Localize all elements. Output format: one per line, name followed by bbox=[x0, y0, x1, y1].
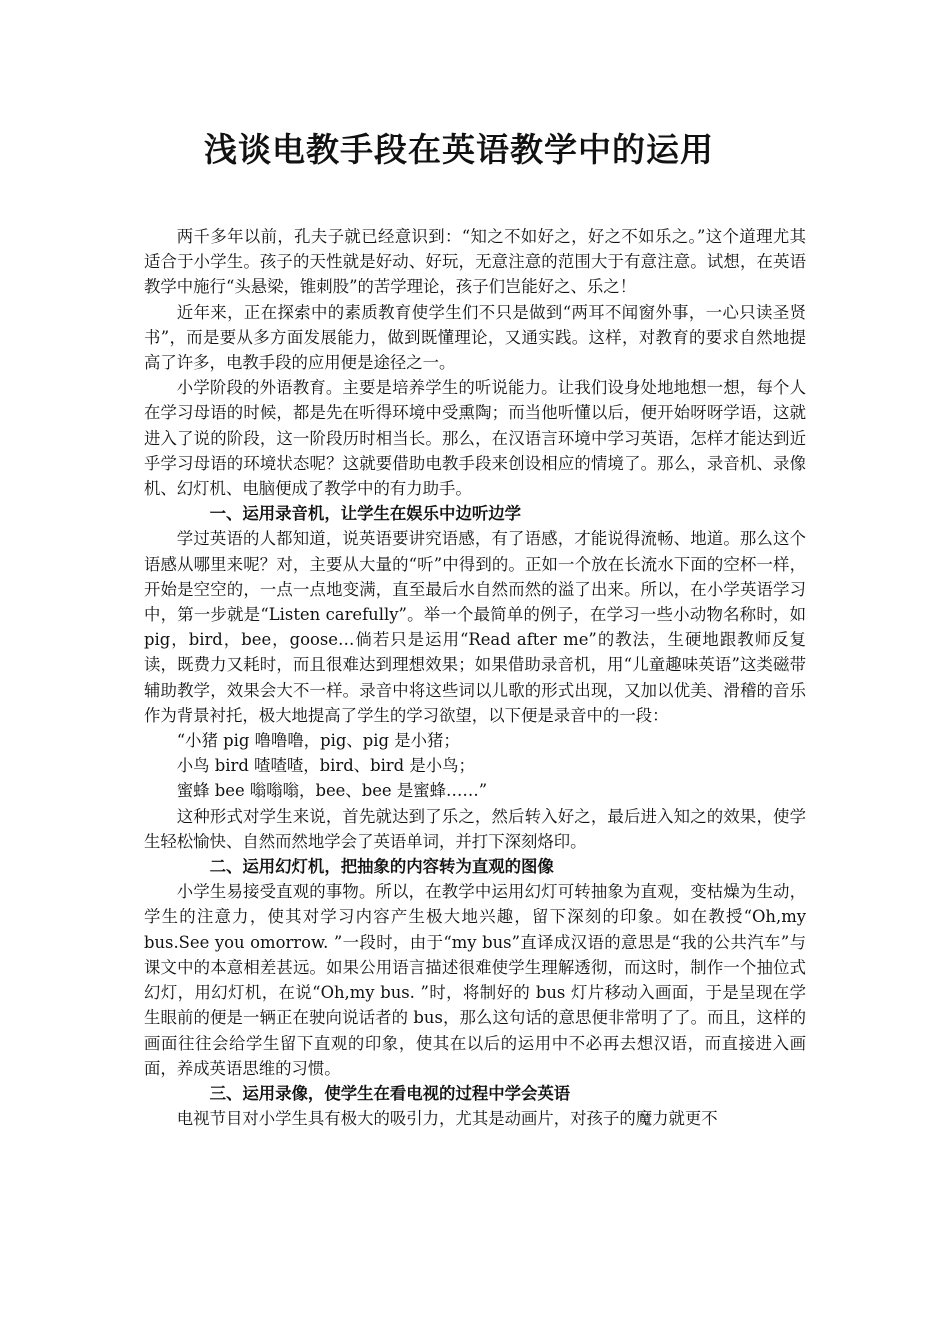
poem-line-1: “小猪 pig 噜噜噜，pig、pig 是小猪； bbox=[176, 731, 460, 751]
section-3-title: 运用录像，使学生在看电视的过程中学会英语 bbox=[242, 1083, 571, 1103]
poem-line-2: 小鸟 bird 喳喳喳，bird、bird 是小鸟； bbox=[176, 756, 475, 776]
paragraph-intro-2: 近年来，正在探索中的素质教育使学生们不只是做到“两耳不闻窗外事，一心只读圣贤书”，而是要从多方面发展能力，做到既懂理论，又通实践。这样，对教育的要求自然地提高了许多，电教手段的应用便是途径之一。 bbox=[144, 302, 806, 373]
section-3-heading bbox=[144, 1081, 806, 1106]
section-2-title: 运用幻灯机，把抽象的内容转为直观的图像 bbox=[242, 857, 554, 877]
poem-line-3: 蜜蜂 bee 嗡嗡嗡，bee、bee 是蜜蜂……” bbox=[176, 781, 488, 801]
document-title: 浅谈电教手段在英语教学中的运用 bbox=[204, 130, 714, 169]
section-1-title: 运用录音机，让学生在娱乐中边听边学 bbox=[242, 504, 522, 524]
document-body bbox=[144, 224, 806, 1131]
section-1-paragraph-1: 学过英语的人都知道，说英语要讲究语感，有了语感，才能说得流畅、地道。那么这个语感从哪里来呢？对，主要从大量的“听”中得到的。正如一个放在长流水下面的空杯一样，开始是空空的，一点一点地变满，直至最后水自然而然的溢了出来。所以，在小学英语学习中，第一步就是“Listen carefully”。举一个最简单的例子，在学习一些小动物名称时，如 pig，bird，bee，goose…倘若只是运用“Read after me”的教法，生硬地跟教师反复读，既费力又耗时，而且很难达到理想效果；如果借助录音机，用“儿童趣味英语”这类磁带辅助教学，效果会大不一样。录音中将这些词以儿歌的形式出现，又加以优美、滑稽的音乐作为背景衬托，极大地提高了学生的学习欲望，以下便是录音中的一段： bbox=[144, 529, 806, 725]
section-2-heading bbox=[144, 854, 806, 879]
section-3-number: 三、 bbox=[209, 1083, 243, 1103]
paragraph-intro-1: 两千多年以前，孔夫子就已经意识到：“知之不如好之，好之不如乐之。”这个道理尤其适合于小学生。孩子的天性就是好动、好玩，无意注意的范围大于有意注意。试想，在英语教学中施行“头悬梁，锥刺股”的苦学理论，孩子们岂能好之、乐之！ bbox=[144, 227, 806, 297]
section-2-paragraph-1: 小学生易接受直观的事物。所以，在教学中运用幻灯可转抽象为直观，变枯燥为生动，学生的注意力，使其对学习内容产生极大地兴趣，留下深刻的印象。如在教授“Oh,my bus.See you omorrow. ”一段时，由于“my bus”直译成汉语的意思是“我的公共汽车”与课文中的本意相差甚远。如果公用语言描述很难使学生理解透彻，而这时，制作一个抽位式幻灯，用幻灯机，在说“Oh,my bus. ”时，将制好的 bus 灯片移动入画面，于是呈现在学生眼前的便是一辆正在驶向说话者的 bus，那么这句话的意思便非常明了了。而且，这样的画面往往会给学生留下直观的印象，使其在以后的运用中不必再去想汉语，而直接进入画面，养成英语思维的习惯。 bbox=[144, 882, 806, 1078]
section-1-heading bbox=[144, 501, 806, 526]
paragraph-intro-3: 小学阶段的外语教育。主要是培养学生的听说能力。让我们设身处地地想一想，每个人在学习母语的时候，都是先在听得环境中受熏陶；而当他听懂以后，便开始呀呀学语，这就进入了说的阶段，这一阶段历时相当长。那么，在汉语言环境中学习英语，怎样才能达到近乎学习母语的环境状态呢？这就要借助电教手段来创设相应的情境了。那么，录音机、录像机、幻灯机、电脑便成了教学中的有力助手。 bbox=[144, 378, 806, 499]
section-2-number: 二、 bbox=[209, 857, 243, 877]
section-1-number: 一、 bbox=[209, 504, 243, 524]
section-1-paragraph-2: 这种形式对学生来说，首先就达到了乐之，然后转入好之，最后进入知之的效果，使学生轻松愉快、自然而然地学会了英语单词，并打下深刻烙印。 bbox=[144, 806, 806, 851]
section-3-paragraph-1: 电视节目对小学生具有极大的吸引力，尤其是动画片，对孩子的魔力就更不 bbox=[176, 1109, 718, 1129]
